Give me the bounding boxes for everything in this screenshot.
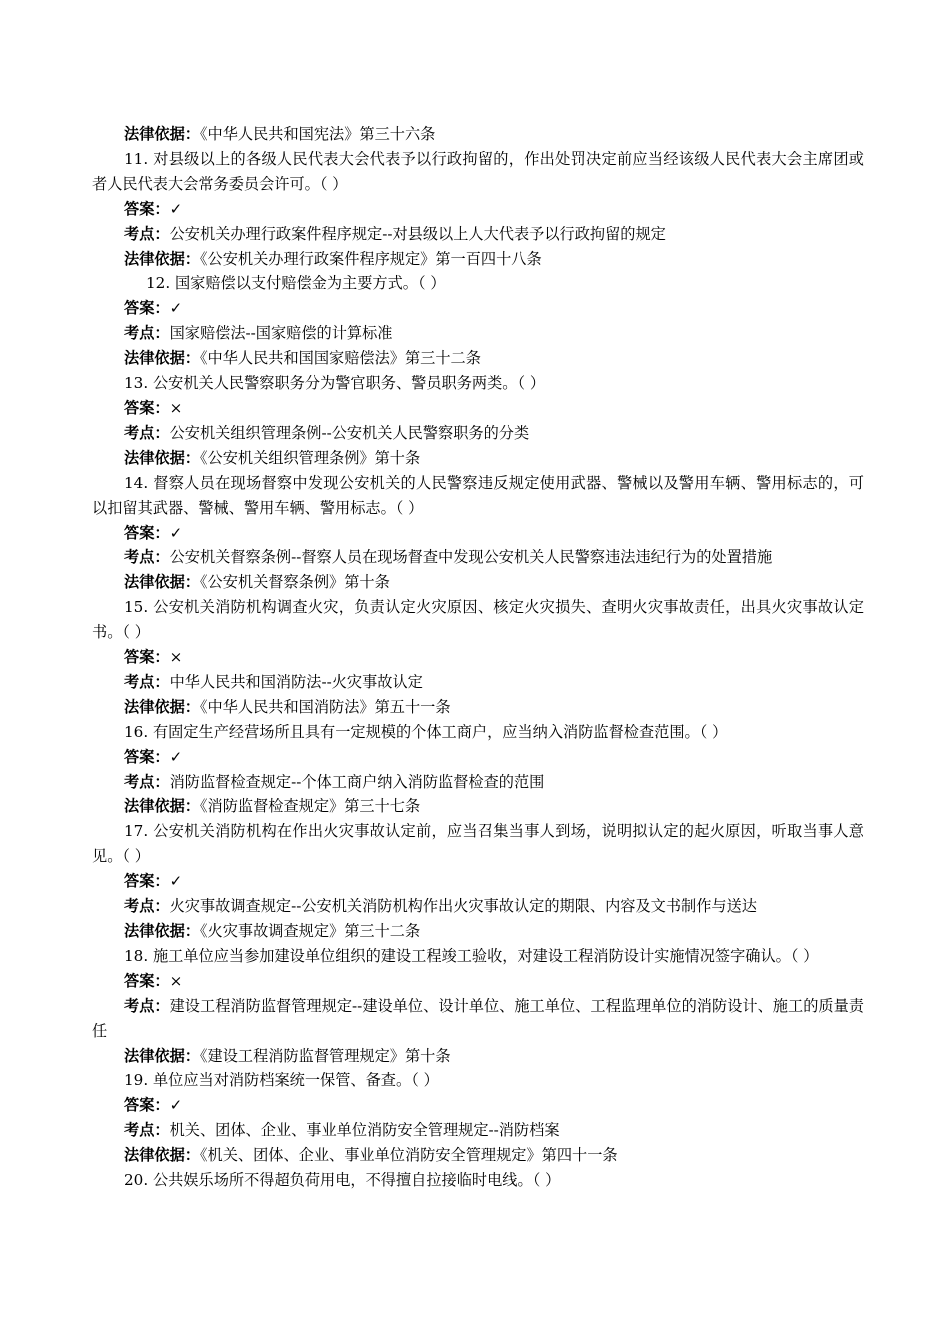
legal-basis-line — [92, 346, 864, 371]
answer-line — [92, 969, 864, 994]
answer-mark: ✓ — [169, 199, 183, 218]
point-text: 机关、团体、企业、事业单位消防安全管理规定--消防档案 — [169, 1121, 560, 1140]
point-text: 建设工程消防监督管理规定--建设单位、设计单位、施工单位、工程监理单位的消防设计、施工的质量责任 — [92, 996, 864, 1040]
point-label: 考点： — [124, 548, 170, 567]
question-text: 20. 公共娱乐场所不得超负荷用电，不得擅自拉接临时电线。（ ） — [124, 1171, 561, 1190]
answer-line — [92, 645, 864, 670]
point-line — [92, 421, 864, 446]
question-text: 15. 公安机关消防机构调查火灾，负责认定火灾原因、核定火灾损失、查明火灾事故责任，出具火灾事故认定书。（ ） — [92, 598, 864, 642]
basis-label: 法律依据： — [124, 797, 200, 816]
basis-label: 法律依据： — [124, 922, 200, 940]
basis-text: 《机关、团体、企业、事业单位消防安全管理规定》第四十一条 — [199, 1146, 618, 1165]
question-text: 17. 公安机关消防机构在作出火灾事故认定前，应当召集当事人到场，说明拟认定的起火原因，听取当事人意见。（ ） — [92, 822, 864, 866]
answer-label: 答案： — [124, 648, 170, 667]
answer-mark: ✓ — [169, 872, 183, 891]
point-line — [92, 994, 864, 1044]
basis-text: 《建设工程消防监督管理规定》第十条 — [199, 1046, 451, 1065]
basis-text: 《公安机关办理行政案件程序规定》第一百四十八条 — [199, 249, 542, 268]
answer-mark: ✓ — [169, 523, 183, 542]
basis-label: 法律依据： — [124, 1046, 200, 1065]
question-text: 13. 公安机关人民警察职务分为警官职务、警员职务两类。（ ） — [124, 374, 546, 393]
basis-text: 《中华人民共和国宪法》第三十六条 — [199, 125, 436, 143]
legal-basis-line — [92, 570, 864, 595]
point-line — [92, 545, 864, 570]
basis-text: 《中华人民共和国国家赔偿法》第三十二条 — [199, 349, 481, 368]
point-label: 考点： — [124, 897, 170, 916]
answer-label: 答案： — [124, 1096, 170, 1115]
question-text: 18. 施工单位应当参加建设单位组织的建设工程竣工验收，对建设工程消防设计实施情况签字确认。（ ） — [124, 946, 819, 965]
basis-label: 法律依据： — [124, 448, 200, 467]
point-text: 国家赔偿法--国家赔偿的计算标准 — [169, 324, 393, 343]
point-label: 考点： — [124, 996, 170, 1015]
answer-mark: ✓ — [169, 299, 183, 318]
basis-label: 法律依据： — [124, 349, 200, 368]
basis-text: 《消防监督检查规定》第三十七条 — [199, 797, 421, 816]
basis-text: 《公安机关组织管理条例》第十条 — [199, 448, 421, 467]
question-text: 19. 单位应当对消防档案统一保管、备查。（ ） — [124, 1071, 439, 1090]
answer-label: 答案： — [124, 872, 170, 891]
basis-label: 法律依据： — [124, 573, 200, 592]
answer-line — [92, 745, 864, 770]
basis-label: 法律依据： — [124, 249, 200, 268]
point-label: 考点： — [124, 423, 170, 442]
answer-line — [92, 197, 864, 222]
answer-mark: × — [169, 398, 183, 417]
point-line — [92, 1118, 864, 1143]
point-line — [92, 770, 864, 795]
legal-basis-line — [92, 122, 864, 147]
point-text: 公安机关办理行政案件程序规定--对县级以上人大代表予以行政拘留的规定 — [169, 224, 666, 243]
answer-mark: × — [169, 648, 183, 667]
answer-label: 答案： — [124, 523, 170, 542]
point-text: 中华人民共和国消防法--火灾事故认定 — [169, 672, 423, 691]
legal-basis-line — [92, 919, 864, 944]
answer-mark: × — [169, 971, 183, 990]
answer-label: 答案： — [124, 747, 170, 766]
question-text: 11. 对县级以上的各级人民代表大会代表予以行政拘留的，作出处罚决定前应当经该级人民代表大会主席团或者人民代表大会常务委员会许可。（ ） — [92, 149, 864, 193]
question-text: 12. 国家赔偿以支付赔偿金为主要方式。（ ） — [146, 274, 446, 293]
point-label: 考点： — [124, 1121, 170, 1140]
question-text: 16. 有固定生产经营场所且具有一定规模的个体工商户，应当纳入消防监督检查范围。（ ） — [124, 722, 728, 741]
point-line — [92, 222, 864, 247]
question-list — [92, 122, 864, 1193]
point-label: 考点： — [124, 772, 170, 791]
legal-basis-line — [92, 695, 864, 720]
answer-line — [92, 1093, 864, 1118]
basis-label: 法律依据： — [124, 1146, 200, 1165]
question-text: 14. 督察人员在现场督察中发现公安机关的人民警察违反规定使用武器、警械以及警用车辆、警用标志的，可以扣留其武器、警械、警用车辆、警用标志。（ ） — [92, 473, 864, 517]
basis-label: 法律依据： — [124, 697, 200, 716]
legal-basis-line — [92, 794, 864, 819]
point-text: 公安机关督察条例--督察人员在现场督查中发现公安机关人民警察违法违纪行为的处置措施 — [169, 548, 773, 567]
answer-line — [92, 296, 864, 321]
answer-mark: ✓ — [169, 1096, 183, 1115]
legal-basis-line — [92, 247, 864, 272]
legal-basis-line — [92, 1143, 864, 1168]
point-text: 消防监督检查规定--个体工商户纳入消防监督检查的范围 — [169, 772, 545, 791]
basis-text: 《公安机关督察条例》第十条 — [199, 573, 390, 592]
answer-mark: ✓ — [169, 747, 183, 766]
legal-basis-line — [92, 1044, 864, 1069]
answer-label: 答案： — [124, 199, 170, 218]
basis-label: 法律依据： — [124, 125, 200, 143]
answer-line — [92, 521, 864, 546]
basis-text: 《中华人民共和国消防法》第五十一条 — [199, 697, 451, 716]
point-line — [92, 894, 864, 919]
point-line — [92, 670, 864, 695]
point-line — [92, 321, 864, 346]
point-label: 考点： — [124, 672, 170, 691]
basis-text: 《火灾事故调查规定》第三十二条 — [199, 922, 421, 940]
point-text: 公安机关组织管理条例--公安机关人民警察职务的分类 — [169, 423, 530, 442]
answer-line — [92, 869, 864, 894]
answer-label: 答案： — [124, 971, 170, 990]
point-text: 火灾事故调查规定--公安机关消防机构作出火灾事故认定的期限、内容及文书制作与送达 — [169, 897, 757, 916]
answer-line — [92, 396, 864, 421]
point-label: 考点： — [124, 324, 170, 343]
answer-label: 答案： — [124, 299, 170, 318]
legal-basis-line — [92, 446, 864, 471]
point-label: 考点： — [124, 224, 170, 243]
answer-label: 答案： — [124, 398, 170, 417]
